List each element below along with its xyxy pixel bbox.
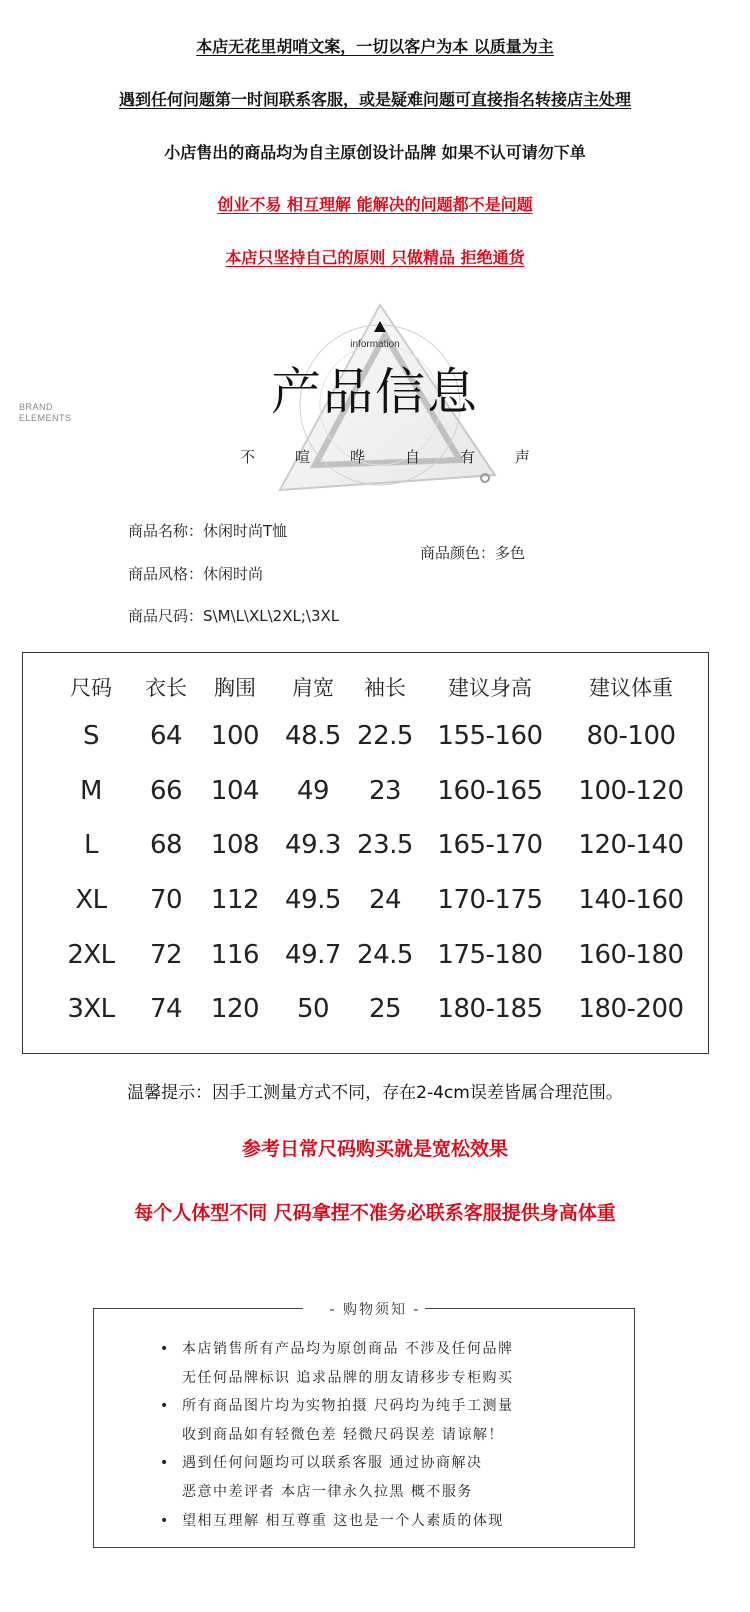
spec-style: 商品风格：休闲时尚 [128, 565, 264, 583]
list-item-text: 无任何品牌标识 追求品牌的朋友请移步专柜购买 [182, 1369, 514, 1386]
table-cell: 100-120 [578, 775, 684, 806]
table-cell: 2XL [67, 939, 115, 970]
product-info-title: 产品信息 [271, 363, 479, 421]
table-cell: 160-165 [437, 775, 543, 806]
list-item-text: 恶意中差评者 本店一律永久拉黑 概不服务 [182, 1483, 473, 1500]
bullet-icon: • [160, 1512, 170, 1529]
notice-text: 遇到任何问题第一时间联系客服，或是疑难问题可直接指名转接店主处理 [118, 90, 631, 109]
notice-line-2 [0, 89, 750, 111]
table-cell: 49.5 [285, 885, 341, 916]
table-cell: 48.5 [285, 721, 341, 752]
notice-line-3 [0, 142, 750, 164]
notice-text: 创业不易 相互理解 能解决的问题都不是问题 [217, 195, 533, 214]
table-cell: 140-160 [578, 885, 684, 916]
table-cell: 49 [296, 775, 330, 806]
table-cell: 120-140 [578, 830, 684, 861]
notice-text: 本店只坚持自己的原则 只做精品 拒绝通货 [225, 248, 525, 267]
loose-tip: 参考日常尺码购买就是宽松效果 [241, 1138, 508, 1160]
table-row [45, 982, 701, 1037]
table-cell: 25 [368, 994, 402, 1025]
col-header: 尺码 [70, 676, 112, 700]
table-cell: 80-100 [586, 721, 676, 752]
table-cell: 23.5 [357, 830, 413, 861]
notice-line-5 [0, 247, 750, 269]
table-cell: 160-180 [578, 939, 684, 970]
slogan [240, 446, 530, 467]
table-cell: 116 [210, 939, 260, 970]
table-cell: 66 [149, 775, 183, 806]
table-row [45, 764, 701, 819]
list-item [160, 1449, 513, 1478]
list-item-text: 所有商品图片均为实物拍摄 尺码均为纯手工测量 [182, 1398, 514, 1415]
slogan-char: 有 [459, 448, 475, 466]
shopping-notice-list [160, 1335, 513, 1535]
col-header: 肩宽 [292, 676, 334, 700]
table-row [45, 709, 701, 764]
col-header: 胸围 [214, 676, 256, 700]
table-cell: 24.5 [357, 939, 413, 970]
slogan-char: 不 [240, 448, 256, 466]
list-item [160, 1478, 513, 1507]
table-row [45, 818, 701, 873]
table-cell: 22.5 [357, 721, 413, 752]
shopping-notice-title: - 购物须知 - [329, 1302, 421, 1318]
table-cell: 3XL [67, 994, 115, 1025]
col-header: 建议体重 [589, 676, 673, 700]
spec-name: 商品名称：休闲时尚T恤 [128, 522, 288, 540]
list-item [160, 1335, 513, 1364]
slogan-char: 自 [404, 448, 420, 466]
bullet-icon: • [160, 1398, 170, 1415]
table-cell: 120 [210, 994, 260, 1025]
table-cell: 64 [149, 721, 183, 752]
slogan-char: 喧 [294, 448, 310, 466]
table-row [45, 927, 701, 982]
slogan-char: 声 [514, 448, 530, 466]
table-cell: 50 [296, 994, 330, 1025]
table-cell: 49.7 [285, 939, 341, 970]
list-item-text: 望相互理解 相互尊重 这也是一个人素质的体现 [182, 1512, 504, 1529]
table-cell: S [82, 721, 99, 752]
spec-color: 商品颜色：多色 [420, 544, 526, 562]
list-item [160, 1507, 513, 1536]
list-item [160, 1421, 513, 1450]
notice-line-4 [0, 194, 750, 216]
notice-text: 小店售出的商品均为自主原创设计品牌 如果不认可请勿下单 [164, 143, 586, 162]
table-cell: 180-200 [578, 994, 684, 1025]
table-row [45, 873, 701, 928]
table-cell: 175-180 [437, 939, 543, 970]
slogan-char: 哗 [349, 448, 365, 466]
spec-size: 商品尺码：S\M\L\XL\2XL;\3XL [128, 607, 340, 625]
list-item-text: 遇到任何问题均可以联系客服 通过协商解决 [182, 1455, 483, 1472]
table-header-row [45, 665, 701, 709]
table-cell: L [84, 830, 98, 861]
table-cell: 165-170 [437, 830, 543, 861]
table-cell: 49.3 [285, 830, 341, 861]
table-cell: XL [75, 885, 107, 916]
table-cell: 108 [210, 830, 260, 861]
table-cell: 180-185 [437, 994, 543, 1025]
col-header: 袖长 [364, 676, 406, 700]
table-cell: 68 [149, 830, 183, 861]
size-table [22, 652, 709, 1054]
table-cell: M [80, 775, 102, 806]
info-en-word: information [350, 339, 400, 350]
col-header: 建议身高 [448, 676, 532, 700]
list-item [160, 1392, 513, 1421]
notice-line-1 [0, 36, 750, 58]
bullet-icon: • [160, 1455, 170, 1472]
table-cell: 112 [210, 885, 260, 916]
table-cell: 74 [149, 994, 183, 1025]
brand-line: ELEMENTS [19, 413, 72, 423]
brand-line: BRAND [19, 402, 54, 412]
measure-tip: 温馨提示：因手工测量方式不同，存在2-4cm误差皆属合理范围。 [127, 1083, 623, 1103]
table-cell: 23 [368, 775, 402, 806]
table-cell: 70 [149, 885, 183, 916]
list-item-text: 收到商品如有轻微色差 轻微尺码误差 请谅解！ [182, 1426, 504, 1443]
notice-text: 本店无花里胡哨文案，一切以客户为本 以质量为主 [196, 37, 554, 56]
table-cell: 100 [210, 721, 260, 752]
col-header: 衣长 [145, 676, 187, 700]
table-cell: 170-175 [437, 885, 543, 916]
bullet-icon: • [160, 1341, 170, 1357]
contact-tip: 每个人体型不同 尺码拿捏不准务必联系客服提供身高体重 [134, 1202, 616, 1224]
table-cell: 24 [368, 885, 402, 916]
table-cell: 72 [149, 939, 183, 970]
table-cell: 155-160 [437, 721, 543, 752]
list-item [160, 1364, 513, 1393]
table-cell: 104 [210, 775, 260, 806]
list-item-text: 本店销售所有产品均为原创商品 不涉及任何品牌 [182, 1341, 514, 1357]
